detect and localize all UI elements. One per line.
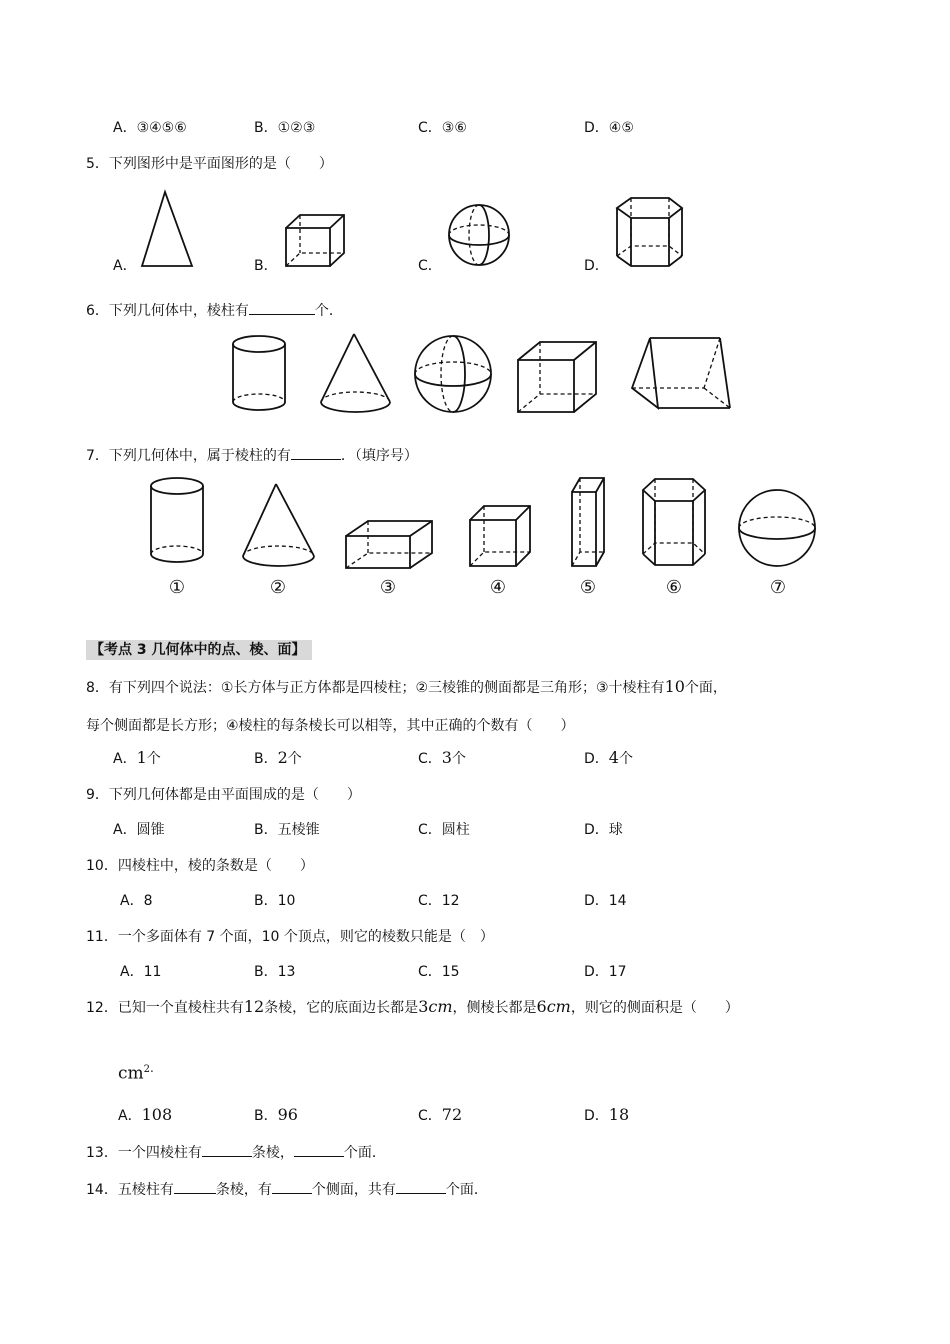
q10-option-a: A．8 [120,893,153,909]
q8-option-a-prefix: A． [113,751,137,767]
q12-answer-sup: 2 [143,1064,151,1075]
q13-blank-edges[interactable] [202,1142,252,1157]
q12-option-a [118,1105,172,1126]
q8-stem-line2: 每个侧面都是长方形；④棱柱的每条棱长可以相等，其中正确的个数有（ ） [86,718,575,734]
q8-option-a [113,748,161,769]
q4-option-c: C．③⑥ [418,120,467,136]
q4-option-a: A．③④⑤⑥ [113,120,187,136]
q12-answer-end: . [150,1061,154,1075]
q12-post: ，则它的侧面积是（ ） [570,1000,739,1016]
q14-stem [86,1179,488,1200]
q14-mid2: 个侧面，共有 [311,1182,396,1198]
q12-num2: 3 [418,997,429,1016]
q14-blank-total-faces[interactable] [396,1179,446,1194]
q14-pre: 14．五棱柱有 [86,1182,174,1198]
q12-option-c-num: 72 [441,1105,463,1124]
q7-figure-labels [140,572,840,602]
triangle-icon [138,188,198,270]
triangular-prism-icon [626,332,738,414]
q12-mid2: ，侧棱长都是 [452,1000,537,1016]
q7-label-4: ④ [489,577,507,598]
q12-stem [86,997,739,1018]
q12-answer-unit [118,1058,154,1084]
q8-option-c-num: 3 [441,748,452,767]
cone-icon [238,480,320,570]
q11-option-d: D．17 [584,964,627,980]
q9-option-d: D．球 [584,822,623,838]
q7-label-7: ⑦ [769,577,787,598]
q8-option-d-unit: 个 [618,751,633,767]
q10-option-d: D．14 [584,893,627,909]
q7-stem-pre: 7．下列几何体中，属于棱柱的有 [86,448,291,464]
q8-line1-post: 个面， [684,680,727,696]
q5-label-c: C． [418,258,442,274]
q12-option-d-num: 18 [608,1105,630,1124]
q7-answer-blank[interactable] [291,445,341,460]
q14-mid1: 条棱，有 [215,1182,272,1198]
q8-option-a-num: 1 [136,748,147,767]
q5-stem: 5．下列图形中是平面图形的是（ ） [86,156,333,172]
q10-stem: 10．四棱柱中，棱的条数是（ ） [86,858,314,874]
q8-line1-num: 10 [664,677,685,696]
q11-stem: 11．一个多面体有 7 个面，10 个顶点，则它的棱数只能是（ ） [86,929,494,945]
q6-stem [86,300,343,321]
q8-option-b [254,748,302,769]
q12-option-c [418,1105,462,1126]
q12-mid1: 条棱，它的底面边长都是 [264,1000,419,1016]
q12-option-d-prefix: D． [584,1108,609,1124]
q12-option-b-num: 96 [277,1105,298,1124]
q7-label-6: ⑥ [665,577,683,598]
q14-blank-edges[interactable] [174,1179,216,1194]
q8-option-c-unit: 个 [451,751,466,767]
sphere-icon [734,486,820,570]
q6-stem-pre: 6．下列几何体中，棱柱有 [86,303,249,319]
q8-line1-pre: 8．有下列四个说法：①长方体与正方体都是四棱柱；②三棱锥的侧面都是三角形；③十棱柱有 [86,680,665,696]
q7-stem-post: ．（填序号） [340,448,418,464]
q8-option-d-prefix: D． [584,751,609,767]
q7-label-2: ② [269,577,287,598]
cylinder-icon [226,332,292,416]
q12-unit2: cm [428,997,453,1016]
q6-stem-post: 个． [314,303,343,319]
q8-option-c [418,748,466,769]
cone-icon [316,330,396,416]
q14-blank-lateral-faces[interactable] [272,1179,312,1194]
q12-unit3: cm [546,997,571,1016]
q11-option-c: C．15 [418,964,460,980]
q12-pre: 12．已知一个直棱柱共有 [86,1000,244,1016]
hexagonal-prism-icon [638,474,712,572]
q4-option-d: D．④⑤ [584,120,634,136]
q8-option-b-prefix: B． [254,751,278,767]
q12-option-a-prefix: A． [118,1108,142,1124]
q8-option-b-num: 2 [277,748,288,767]
q10-option-b: B．10 [254,893,296,909]
q12-option-d [584,1105,629,1126]
q13-stem [86,1142,386,1163]
q12-answer-unit-text: cm [118,1063,144,1084]
q9-option-a: A．圆锥 [113,822,165,838]
sphere-icon [410,332,496,416]
q5-label-b: B． [254,258,278,274]
q7-stem [86,445,418,466]
q8-option-d-num: 4 [608,748,619,767]
q12-num1: 12 [243,997,265,1016]
cube-icon [280,210,350,270]
cube-icon [464,500,536,570]
q12-option-b-prefix: B． [254,1108,278,1124]
q8-option-d [584,748,633,769]
q8-option-b-unit: 个 [287,751,302,767]
q4-option-b: B．①②③ [254,120,316,136]
q13-post: 个面． [343,1145,386,1161]
q12-option-a-num: 108 [141,1105,173,1124]
q10-option-c: C．12 [418,893,460,909]
q13-mid: 条棱， [251,1145,294,1161]
sphere-icon [444,200,514,270]
q9-option-c: C．圆柱 [418,822,470,838]
q9-option-b: B．五棱锥 [254,822,320,838]
q8-option-a-unit: 个 [146,751,161,767]
q14-post: 个面． [445,1182,488,1198]
q9-stem: 9．下列几何体都是由平面围成的是（ ） [86,787,361,803]
q7-label-3: ③ [379,577,397,598]
cuboid-icon [340,516,436,572]
cylinder-icon [146,474,208,570]
q7-label-1: ① [168,577,186,598]
q12-num3: 6 [536,997,547,1016]
q13-blank-faces[interactable] [294,1142,344,1157]
hexagonal-prism-icon [612,194,688,272]
q8-stem-line1 [86,677,727,698]
q12-option-c-prefix: C． [418,1108,442,1124]
section-heading: 【考点 3 几何体中的点、棱、面】 [86,640,312,660]
q12-option-b [254,1105,298,1126]
tall-prism-icon [566,474,612,572]
q5-label-a: A． [113,258,137,274]
q11-option-b: B．13 [254,964,296,980]
q8-option-c-prefix: C． [418,751,442,767]
cube-icon [512,338,602,416]
q11-option-a: A．11 [120,964,162,980]
q6-answer-blank[interactable] [249,300,315,315]
q5-label-d: D． [584,258,609,274]
q7-label-5: ⑤ [579,577,597,598]
q13-pre: 13．一个四棱柱有 [86,1145,202,1161]
